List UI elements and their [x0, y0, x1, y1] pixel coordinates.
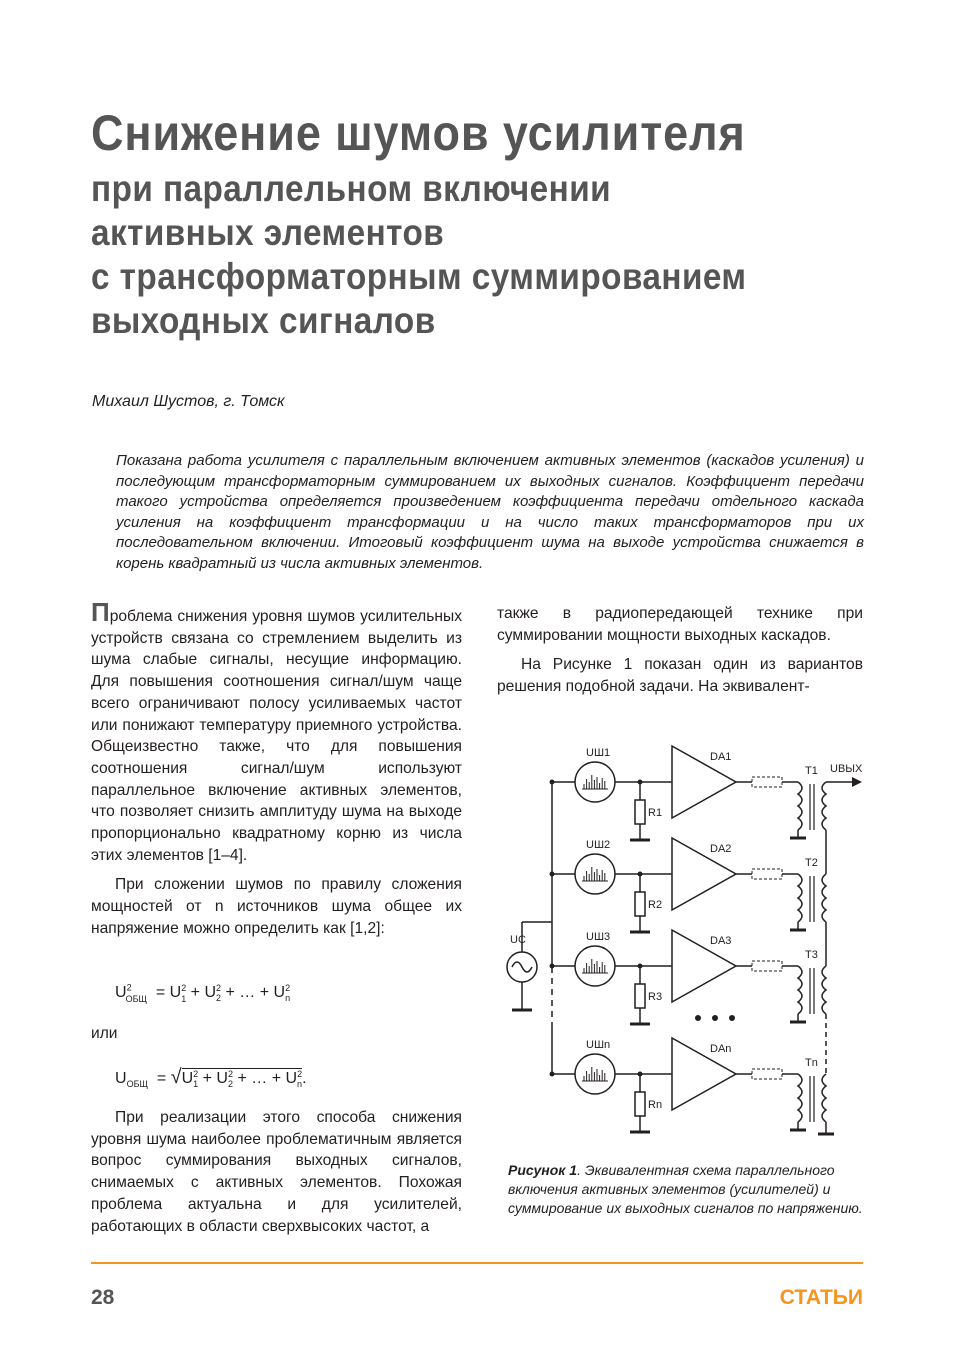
coupling-box — [752, 961, 782, 971]
transformer-primary — [798, 874, 802, 922]
resistor-label: R3 — [648, 991, 663, 1003]
circuit-diagram — [500, 742, 870, 1152]
formula-noise-root — [115, 1066, 307, 1089]
transformer-label: T3 — [805, 949, 818, 961]
amplifier-label: DA3 — [710, 935, 732, 947]
noise-source-symbol — [575, 854, 615, 894]
junction-dot — [550, 1072, 555, 1077]
formula-rhs: = $U_1^2 + U_2^2$ + … + $U_n^2$ — [151, 983, 291, 1004]
ellipsis-dot — [729, 1015, 735, 1021]
abstract: Показана работа усилителя с параллельным включением активных элементов (каскадов усиления) и последующим трансформаторным суммированием их выходных сигналов. Коэффициент передачи такого устройства определяется произведением коэффициента передачи отдельного каскада усиления на коэффициент трансформации и на число таких трансформаторов при их последовательном включении. Итоговый коэффициент шума на выходе устройства снижается в корень квадратный из числа активных элементов. — [116, 452, 864, 572]
resistor-label: R1 — [648, 807, 663, 819]
paragraph-figure-ref: На Рисунке 1 показан один из вариантов решения подобной задачи. На эквивалент- — [497, 656, 863, 696]
left-column-continued — [91, 1107, 462, 1245]
transformer-secondary — [822, 1074, 826, 1122]
subtitle-line: с трансформаторным суммированием — [91, 256, 747, 297]
noise-source-label: UШ2 — [586, 839, 611, 851]
coupling-box — [752, 777, 782, 787]
junction-dot — [550, 964, 555, 969]
ellipsis-dot — [695, 1015, 701, 1021]
output-label: UВЫХ — [830, 763, 863, 775]
resistor-symbol — [635, 892, 645, 916]
author-line: Михаил Шустов, г. Томск — [92, 393, 285, 410]
figure-caption — [508, 1161, 863, 1218]
amplifier-label: DA1 — [710, 751, 732, 763]
noise-source-label: UШ3 — [586, 931, 611, 943]
coupling-box — [752, 1069, 782, 1079]
transformer-secondary — [822, 874, 826, 922]
noise-source-label: UШn — [586, 1039, 611, 1051]
paragraph-intro — [91, 597, 462, 866]
transformer-label: Tn — [805, 1057, 818, 1069]
source-label: UC — [510, 934, 526, 946]
resistor-symbol — [635, 800, 645, 824]
transformer-secondary — [822, 966, 826, 1014]
subtitle-line: при параллельном включении — [91, 168, 612, 209]
noise-source-symbol — [575, 946, 615, 986]
output-arrow — [852, 777, 862, 787]
footer-rule — [91, 1262, 863, 1264]
page-number: 28 — [91, 1286, 115, 1309]
article-title: Снижение шумов усилителя — [91, 105, 746, 161]
paragraph-radio: также в радиопередающей технике при суммировании мощности выходных каскадов. — [497, 605, 863, 644]
drop-cap: П — [91, 597, 110, 627]
left-column — [91, 597, 462, 948]
transformer-label: T2 — [805, 857, 818, 869]
junction-dot — [550, 872, 555, 877]
resistor-label: Rn — [648, 1099, 663, 1111]
ellipsis-dot — [712, 1015, 718, 1021]
transformer-primary — [798, 966, 802, 1014]
formula-noise-sum — [115, 983, 290, 1004]
formula-rhs: = $√U_1^2 + U_2^2$ + … + $U_n^2$. — [152, 1066, 307, 1090]
amplifier-label: DA2 — [710, 843, 732, 855]
paragraph-intro-text: роблема снижения уровня шумов усилительных устройств связана со стремлением выделить из шума слабые сигналы, несущие информацию. Для повышения соотношения сигнал/шум чаще всего ограничивают полосу усиливаемых частот или понижают температуру приемного устройства. Общеизвестно также, что для повышения соотношения сигнал/шум используют параллельное включение активных элементов, что позволяет снизить амплитуду шума на выходе пропорционально квадратному корню из числа этих элементов [1–4]. — [91, 608, 462, 864]
caption-label: Рисунок 1 — [508, 1162, 578, 1178]
article-subtitle — [91, 167, 865, 343]
subtitle-line: выходных сигналов — [91, 300, 436, 341]
caption-text: . Эквивалентная схема параллельного включения активных элементов (усилителей) и суммирование их выходных сигналов по напряжению. — [508, 1162, 863, 1216]
transformer-primary — [798, 1074, 802, 1122]
text-or: или — [91, 1025, 118, 1042]
section-label: СТАТЬИ — [779, 1286, 863, 1309]
amplifier-label: DAn — [710, 1043, 732, 1055]
resistor-symbol — [635, 1092, 645, 1116]
transformer-primary — [798, 782, 802, 830]
resistor-symbol — [635, 984, 645, 1008]
right-column — [497, 603, 863, 706]
coupling-box — [752, 869, 782, 879]
noise-source-symbol — [575, 762, 615, 802]
junction-dot — [550, 780, 555, 785]
transformer-label: T1 — [805, 765, 818, 777]
formula-lhs: $U_{ОБЩ}$ — [115, 1070, 148, 1090]
transformer-secondary — [822, 782, 826, 830]
noise-source-label: UШ1 — [586, 747, 611, 759]
paragraph-summation: При реализации этого способа снижения уровня шума наиболее проблематичным является вопрос суммирования выходных сигналов, снимаемых с активных элементов. Похожая проблема актуальна и для усилителей, работающих в области сверхвысоких частот, а — [91, 1109, 462, 1235]
subtitle-line: активных элементов — [91, 212, 445, 253]
paragraph-noise-sum: При сложении шумов по правилу сложения мощностей от n источников шума общее их напряжение можно определить как [1,2]: — [91, 876, 462, 937]
noise-source-symbol — [575, 1054, 615, 1094]
formula-lhs: $U^2_{ОБЩ}$ — [115, 983, 147, 1004]
resistor-label: R2 — [648, 899, 663, 911]
